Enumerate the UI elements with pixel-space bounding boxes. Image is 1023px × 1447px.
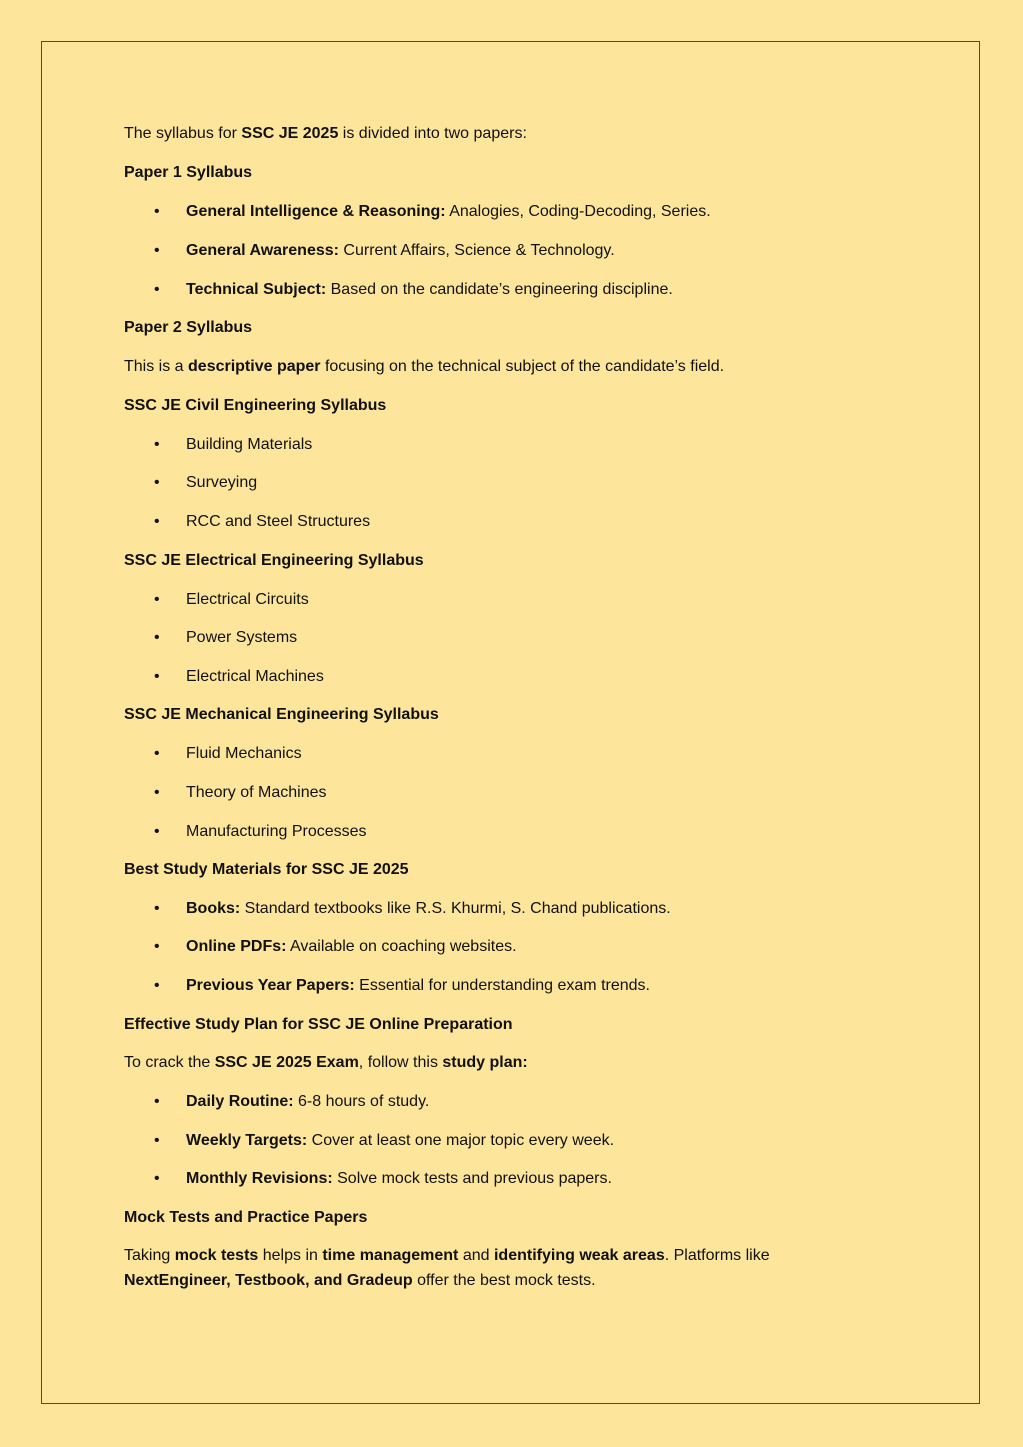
- list-item-text: Theory of Machines: [186, 784, 327, 801]
- mock-bold-2: time management: [322, 1247, 459, 1264]
- plan-text-2: , follow this: [358, 1054, 443, 1071]
- mock-heading-text: Mock Tests and Practice Papers: [124, 1209, 368, 1226]
- mock-text-1: Taking: [124, 1247, 175, 1264]
- bullet-icon: •: [154, 1093, 160, 1110]
- electrical-heading-text: SSC JE Electrical Engineering Syllabus: [124, 552, 424, 569]
- list-item-text: RCC and Steel Structures: [186, 513, 371, 530]
- list-item-bold: Online PDFs:: [186, 938, 287, 955]
- list-item-body: Essential for understanding exam trends.: [354, 977, 650, 994]
- materials-heading-text: Best Study Materials for SSC JE 2025: [124, 861, 409, 878]
- bullet-icon: •: [154, 668, 160, 685]
- bullet-icon: •: [154, 823, 160, 840]
- mock-paragraph: [124, 1243, 844, 1293]
- bullet-icon: •: [154, 745, 160, 762]
- mock-heading: [124, 1206, 367, 1230]
- list-item-text: [186, 974, 650, 998]
- bullet-icon: •: [154, 977, 160, 994]
- list-item-text: Manufacturing Processes: [186, 823, 367, 840]
- intro-text-1: The syllabus for: [124, 125, 242, 142]
- bullet-icon: •: [154, 242, 160, 259]
- list-item-text: Fluid Mechanics: [186, 745, 302, 762]
- bullet-icon: •: [154, 784, 160, 801]
- bullet-icon: •: [154, 629, 160, 646]
- paper2-bold-1: descriptive paper: [188, 358, 321, 375]
- plan-bold-1: SSC JE 2025 Exam: [214, 1054, 359, 1071]
- mock-text-3: and: [458, 1247, 494, 1264]
- plan-paragraph: [124, 1051, 528, 1075]
- intro-text-2: is divided into two papers:: [338, 125, 527, 142]
- paper2-text-2: focusing on the technical subject of the candidate’s field.: [320, 358, 725, 375]
- list-item-text: [186, 278, 673, 302]
- paper2-heading-text: Paper 2 Syllabus: [124, 319, 253, 336]
- list-item-bold: Daily Routine:: [186, 1093, 294, 1110]
- bullet-icon: •: [154, 591, 160, 608]
- bullet-icon: •: [154, 1132, 160, 1149]
- bullet-icon: •: [154, 938, 160, 955]
- mock-bold-3: identifying weak areas: [493, 1247, 665, 1264]
- mock-bold-1: mock tests: [174, 1247, 259, 1264]
- list-item-text: [186, 1090, 429, 1114]
- list-item-text: Power Systems: [186, 629, 298, 646]
- list-item-body: 6-8 hours of study.: [293, 1093, 430, 1110]
- mock-text-4: . Platforms like: [664, 1247, 770, 1264]
- list-item-bold: Weekly Targets:: [186, 1132, 308, 1149]
- list-item-body: Solve mock tests and previous papers.: [332, 1170, 612, 1187]
- plan-bold-2: study plan:: [442, 1054, 528, 1071]
- mock-bold-4: NextEngineer, Testbook, and Gradeup: [124, 1272, 413, 1289]
- bullet-icon: •: [154, 436, 160, 453]
- paper1-heading: [124, 161, 252, 185]
- list-item-body: Analogies, Coding-Decoding, Series.: [445, 203, 711, 220]
- paper2-heading: [124, 316, 252, 340]
- mechanical-heading: [124, 703, 439, 727]
- list-item-text: [186, 200, 711, 224]
- list-item-bold: General Awareness:: [186, 242, 339, 259]
- list-item-text: [186, 897, 671, 921]
- list-item-text: [186, 1167, 612, 1191]
- list-item-body: Based on the candidate’s engineering discipline.: [326, 281, 673, 298]
- bullet-icon: •: [154, 281, 160, 298]
- intro-bold-1: SSC JE 2025: [241, 125, 339, 142]
- paper2-text-1: This is a: [124, 358, 189, 375]
- bullet-icon: •: [154, 1170, 160, 1187]
- bullet-icon: •: [154, 203, 160, 220]
- plan-text-1: To crack the: [124, 1054, 215, 1071]
- list-item-text: Surveying: [186, 474, 258, 491]
- list-item-text: Building Materials: [186, 436, 313, 453]
- plan-heading-text: Effective Study Plan for SSC JE Online Preparation: [124, 1016, 513, 1033]
- list-item-bold: Previous Year Papers:: [186, 977, 355, 994]
- list-item-body: Available on coaching websites.: [286, 938, 517, 955]
- plan-heading: [124, 1013, 513, 1037]
- list-item-bold: Technical Subject:: [186, 281, 327, 298]
- mechanical-heading-text: SSC JE Mechanical Engineering Syllabus: [124, 706, 439, 723]
- list-item-text: [186, 1129, 614, 1153]
- list-item-bold: Monthly Revisions:: [186, 1170, 333, 1187]
- bullet-icon: •: [154, 900, 160, 917]
- materials-heading: [124, 858, 409, 882]
- list-item-body: Standard textbooks like R.S. Khurmi, S. Chand publications.: [240, 900, 671, 917]
- list-item-body: Current Affairs, Science & Technology.: [338, 242, 615, 259]
- paper2-paragraph: [124, 355, 724, 379]
- list-item-text: [186, 935, 517, 959]
- electrical-heading: [124, 549, 424, 573]
- mock-text-5: offer the best mock tests.: [412, 1272, 596, 1289]
- list-item-text: Electrical Circuits: [186, 591, 309, 608]
- list-item-body: Cover at least one major topic every week.: [307, 1132, 615, 1149]
- intro-paragraph: [124, 122, 527, 146]
- list-item-bold: General Intelligence & Reasoning:: [186, 203, 446, 220]
- list-item-text: Electrical Machines: [186, 668, 324, 685]
- bullet-icon: •: [154, 474, 160, 491]
- civil-heading-text: SSC JE Civil Engineering Syllabus: [124, 397, 387, 414]
- bullet-icon: •: [154, 513, 160, 530]
- mock-text-2: helps in: [258, 1247, 323, 1264]
- paper1-heading-text: Paper 1 Syllabus: [124, 164, 253, 181]
- civil-heading: [124, 394, 386, 418]
- list-item-text: [186, 239, 615, 263]
- list-item-bold: Books:: [186, 900, 241, 917]
